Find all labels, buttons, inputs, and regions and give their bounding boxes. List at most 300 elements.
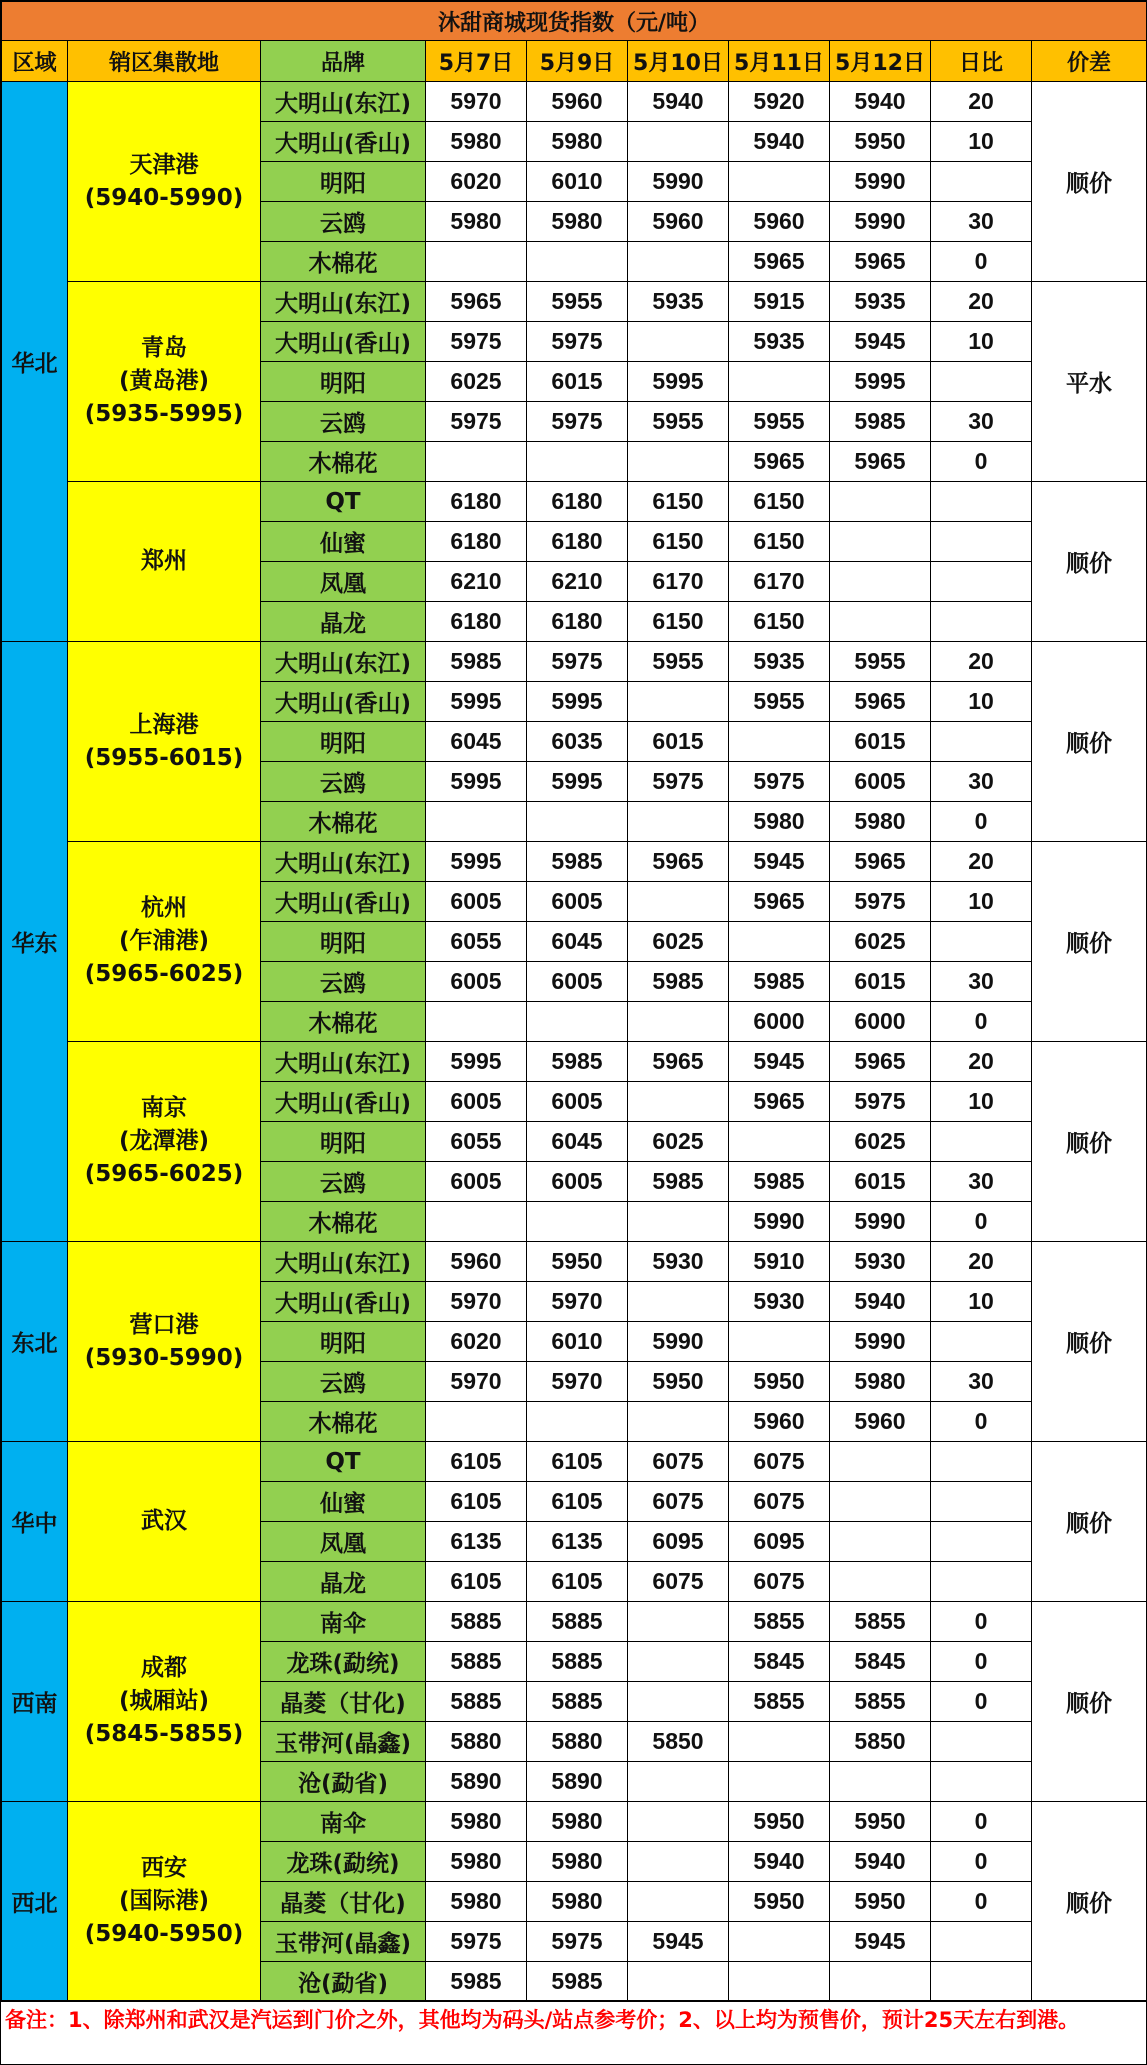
- brand-name: 大明山(东江): [261, 642, 426, 682]
- daily-change-cell: [931, 562, 1032, 602]
- daily-change-cell: 30: [931, 962, 1032, 1002]
- price-cell: 5975: [830, 1082, 931, 1122]
- brand-name: 云鸥: [261, 1362, 426, 1402]
- price-cell: 5955: [527, 282, 628, 322]
- price-cell: 6020: [426, 1322, 527, 1362]
- price-cell: 5960: [527, 82, 628, 122]
- price-cell: 5955: [729, 682, 830, 722]
- price-cell: 6095: [729, 1522, 830, 1562]
- price-cell: 5965: [830, 242, 931, 282]
- hub-name-line: (乍浦港): [118, 928, 210, 954]
- price-cell: [628, 882, 729, 922]
- daily-change-cell: 20: [931, 82, 1032, 122]
- price-cell: 5995: [628, 362, 729, 402]
- price-cell: 5965: [830, 442, 931, 482]
- price-diff-cell: 顺价: [1032, 1602, 1147, 1802]
- price-cell: 6000: [830, 1002, 931, 1042]
- price-cell: [628, 1082, 729, 1122]
- price-cell: 5990: [729, 1202, 830, 1242]
- price-cell: 6180: [426, 482, 527, 522]
- brand-name: 凤凰: [261, 562, 426, 602]
- price-cell: 5880: [426, 1722, 527, 1762]
- brand-name: QT: [261, 1442, 426, 1482]
- hub-cell: [68, 1042, 261, 1242]
- hub-name-line: (5930-5990): [84, 1344, 244, 1371]
- price-cell: [426, 442, 527, 482]
- brand-name: 凤凰: [261, 1522, 426, 1562]
- hub-name-line: (5955-6015): [84, 744, 244, 771]
- price-cell: 6210: [426, 562, 527, 602]
- price-diff-cell: 顺价: [1032, 482, 1147, 642]
- brand-name: QT: [261, 482, 426, 522]
- price-cell: 6015: [527, 362, 628, 402]
- brand-name: 明阳: [261, 922, 426, 962]
- price-cell: 5995: [527, 682, 628, 722]
- table-row: [2, 1242, 1147, 1282]
- brand-name: 大明山(香山): [261, 122, 426, 162]
- table-row: [2, 1602, 1147, 1642]
- daily-change-cell: [931, 522, 1032, 562]
- price-cell: 6035: [527, 722, 628, 762]
- price-cell: 5945: [830, 322, 931, 362]
- price-cell: 5980: [426, 1842, 527, 1882]
- price-cell: [830, 1442, 931, 1482]
- daily-change-cell: [931, 162, 1032, 202]
- price-cell: 5970: [426, 1282, 527, 1322]
- price-diff-cell: 顺价: [1032, 1442, 1147, 1602]
- price-cell: 5885: [426, 1602, 527, 1642]
- price-cell: [527, 242, 628, 282]
- price-cell: 5915: [729, 282, 830, 322]
- brand-name: 大明山(香山): [261, 1082, 426, 1122]
- price-cell: 5985: [426, 1962, 527, 2002]
- brand-name: 龙珠(勐统): [261, 1842, 426, 1882]
- price-cell: 5890: [426, 1762, 527, 1802]
- price-diff-cell: 顺价: [1032, 1242, 1147, 1442]
- hub-name-line: (5940-5950): [84, 1921, 244, 1947]
- price-cell: 6170: [628, 562, 729, 602]
- price-cell: 6025: [830, 1122, 931, 1162]
- header-date-5: 5月12日: [830, 41, 931, 82]
- price-cell: [527, 1002, 628, 1042]
- price-cell: 6005: [426, 962, 527, 1002]
- hub-name-line: 西安: [141, 1855, 187, 1881]
- table-row: [2, 482, 1147, 522]
- price-cell: 6015: [830, 1162, 931, 1202]
- price-cell: 6105: [527, 1442, 628, 1482]
- daily-change-cell: 0: [931, 1602, 1032, 1642]
- brand-name: 龙珠(勐统): [261, 1642, 426, 1682]
- price-cell: 5855: [830, 1682, 931, 1722]
- brand-name: 木棉花: [261, 442, 426, 482]
- brand-name: 大明山(香山): [261, 682, 426, 722]
- brand-name: 晶龙: [261, 602, 426, 642]
- price-cell: 6005: [830, 762, 931, 802]
- price-cell: 5980: [527, 202, 628, 242]
- price-cell: 5980: [527, 122, 628, 162]
- hub-name-line: (5965-6025): [84, 1161, 244, 1187]
- price-cell: 5935: [830, 282, 931, 322]
- price-cell: 6150: [628, 482, 729, 522]
- price-cell: 5970: [527, 1282, 628, 1322]
- price-cell: 5975: [830, 882, 931, 922]
- brand-name: 云鸥: [261, 762, 426, 802]
- price-cell: [628, 1962, 729, 2002]
- price-cell: [426, 1002, 527, 1042]
- price-cell: 5885: [527, 1602, 628, 1642]
- price-cell: 5975: [426, 1922, 527, 1962]
- price-cell: 6005: [426, 1082, 527, 1122]
- price-cell: 5980: [426, 202, 527, 242]
- price-cell: 6075: [628, 1442, 729, 1482]
- brand-name: 明阳: [261, 1122, 426, 1162]
- brand-name: 南伞: [261, 1602, 426, 1642]
- hub-cell: [68, 282, 261, 482]
- hub-name-line: (城厢站): [118, 1688, 210, 1714]
- hub-name-line: (5965-6025): [84, 961, 244, 987]
- price-cell: 5950: [729, 1362, 830, 1402]
- brand-name: 晶龙: [261, 1562, 426, 1602]
- region-label: 西南: [2, 1602, 68, 1802]
- header-hub: 销区集散地: [68, 41, 261, 82]
- price-cell: 6025: [628, 922, 729, 962]
- price-cell: 5845: [830, 1642, 931, 1682]
- price-cell: 6000: [729, 1002, 830, 1042]
- price-cell: [830, 1522, 931, 1562]
- price-cell: [628, 242, 729, 282]
- price-cell: [426, 242, 527, 282]
- header-region: 区域: [2, 41, 68, 82]
- price-cell: 6005: [426, 1162, 527, 1202]
- price-cell: 6015: [830, 722, 931, 762]
- price-cell: 5980: [830, 802, 931, 842]
- price-cell: 5965: [729, 1082, 830, 1122]
- brand-name: 明阳: [261, 1322, 426, 1362]
- price-cell: [729, 1122, 830, 1162]
- price-cell: 5940: [729, 1842, 830, 1882]
- price-cell: 5980: [729, 802, 830, 842]
- price-cell: 5940: [628, 82, 729, 122]
- hub-cell: [68, 1602, 261, 1802]
- price-diff-cell: 顺价: [1032, 642, 1147, 842]
- price-cell: 5985: [830, 402, 931, 442]
- price-cell: 5995: [426, 842, 527, 882]
- price-cell: 6150: [729, 522, 830, 562]
- price-cell: 5960: [729, 202, 830, 242]
- daily-change-cell: 0: [931, 442, 1032, 482]
- price-cell: 5980: [426, 122, 527, 162]
- region-label: 西北: [2, 1802, 68, 2002]
- price-cell: 6210: [527, 562, 628, 602]
- daily-change-cell: [931, 1442, 1032, 1482]
- price-diff-cell: 顺价: [1032, 82, 1147, 282]
- price-cell: 5850: [628, 1722, 729, 1762]
- brand-name: 晶菱（甘化): [261, 1882, 426, 1922]
- price-cell: 6180: [426, 602, 527, 642]
- price-cell: 5955: [628, 642, 729, 682]
- price-cell: 5890: [527, 1762, 628, 1802]
- price-cell: 5885: [426, 1642, 527, 1682]
- daily-change-cell: [931, 1722, 1032, 1762]
- price-cell: 5930: [830, 1242, 931, 1282]
- header-date-3: 5月10日: [628, 41, 729, 82]
- price-cell: 5990: [628, 1322, 729, 1362]
- brand-name: 明阳: [261, 362, 426, 402]
- price-cell: [830, 1762, 931, 1802]
- price-cell: [426, 1202, 527, 1242]
- table-title: 沐甜商城现货指数（元/吨）: [2, 2, 1147, 41]
- brand-name: 大明山(东江): [261, 1242, 426, 1282]
- hub-cell: [68, 842, 261, 1042]
- footnote: 备注：1、除郑州和武汉是汽运到门价之外，其他均为码头/站点参考价；2、以上均为预售价，预计25天左右到港。: [1, 2000, 1146, 2039]
- price-cell: 5950: [830, 1882, 931, 1922]
- region-label: 东北: [2, 1242, 68, 1442]
- price-cell: 5990: [830, 1322, 931, 1362]
- price-cell: 6170: [729, 562, 830, 602]
- price-cell: 5855: [830, 1602, 931, 1642]
- daily-change-cell: 10: [931, 882, 1032, 922]
- daily-change-cell: 0: [931, 1642, 1032, 1682]
- price-cell: 5880: [527, 1722, 628, 1762]
- price-cell: 5985: [729, 1162, 830, 1202]
- price-cell: 5995: [426, 1042, 527, 1082]
- hub-name-line: 郑州: [141, 548, 187, 574]
- hub-cell: [68, 482, 261, 642]
- price-cell: [830, 1482, 931, 1522]
- price-cell: [628, 682, 729, 722]
- price-cell: 5990: [830, 202, 931, 242]
- price-cell: [729, 1762, 830, 1802]
- price-cell: 5845: [729, 1642, 830, 1682]
- price-cell: 5975: [426, 322, 527, 362]
- price-cell: 5965: [426, 282, 527, 322]
- table-row: [2, 1042, 1147, 1082]
- daily-change-cell: 0: [931, 1802, 1032, 1842]
- price-cell: 6005: [527, 882, 628, 922]
- price-cell: [628, 1402, 729, 1442]
- price-cell: 5985: [628, 962, 729, 1002]
- brand-name: 沧(勐省): [261, 1962, 426, 2002]
- daily-change-cell: 30: [931, 202, 1032, 242]
- price-cell: [628, 1682, 729, 1722]
- price-cell: 6005: [527, 1162, 628, 1202]
- price-cell: 6020: [426, 162, 527, 202]
- brand-name: 玉带河(晶鑫): [261, 1922, 426, 1962]
- hub-name-line: 武汉: [141, 1508, 187, 1534]
- price-cell: 5950: [628, 1362, 729, 1402]
- price-cell: 5985: [628, 1162, 729, 1202]
- price-cell: 5920: [729, 82, 830, 122]
- price-cell: 5980: [830, 1362, 931, 1402]
- price-cell: 5885: [527, 1682, 628, 1722]
- daily-change-cell: [931, 922, 1032, 962]
- table-row: [2, 282, 1147, 322]
- price-cell: 5975: [628, 762, 729, 802]
- price-cell: [729, 1322, 830, 1362]
- brand-name: 木棉花: [261, 1202, 426, 1242]
- price-cell: 5955: [729, 402, 830, 442]
- price-cell: 5995: [426, 762, 527, 802]
- price-diff-cell: 顺价: [1032, 842, 1147, 1042]
- hub-name-line: (5935-5995): [84, 401, 244, 427]
- daily-change-cell: 0: [931, 802, 1032, 842]
- daily-change-cell: 10: [931, 1282, 1032, 1322]
- price-cell: 5945: [830, 1922, 931, 1962]
- header-date-1: 5月7日: [426, 41, 527, 82]
- price-cell: 5960: [729, 1402, 830, 1442]
- price-cell: 5945: [628, 1922, 729, 1962]
- price-cell: [426, 1402, 527, 1442]
- daily-change-cell: 0: [931, 1882, 1032, 1922]
- price-cell: [628, 1762, 729, 1802]
- price-cell: 6135: [426, 1522, 527, 1562]
- daily-change-cell: [931, 1962, 1032, 2002]
- daily-change-cell: [931, 1762, 1032, 1802]
- daily-change-cell: [931, 362, 1032, 402]
- brand-name: 明阳: [261, 162, 426, 202]
- price-cell: [527, 1202, 628, 1242]
- price-cell: [527, 802, 628, 842]
- price-cell: [729, 1922, 830, 1962]
- hub-cell: [68, 1242, 261, 1442]
- daily-change-cell: 10: [931, 1082, 1032, 1122]
- price-cell: 5965: [830, 1042, 931, 1082]
- price-cell: 5970: [426, 1362, 527, 1402]
- header-row: [2, 41, 1147, 82]
- price-cell: 6095: [628, 1522, 729, 1562]
- price-cell: 6015: [830, 962, 931, 1002]
- price-cell: 6105: [426, 1562, 527, 1602]
- daily-change-cell: 10: [931, 682, 1032, 722]
- hub-name-line: (5845-5855): [84, 1721, 244, 1747]
- price-cell: 5975: [527, 402, 628, 442]
- price-cell: 6015: [628, 722, 729, 762]
- hub-cell: [68, 1802, 261, 2002]
- price-cell: [729, 1962, 830, 2002]
- price-cell: 5990: [830, 162, 931, 202]
- region-label: 华北: [2, 82, 68, 642]
- price-cell: 5995: [426, 682, 527, 722]
- price-cell: 5950: [729, 1882, 830, 1922]
- daily-change-cell: 0: [931, 1002, 1032, 1042]
- price-cell: [628, 1882, 729, 1922]
- brand-name: 大明山(东江): [261, 1042, 426, 1082]
- price-cell: 5950: [729, 1802, 830, 1842]
- price-cell: 5980: [527, 1802, 628, 1842]
- hub-name-line: 天津港: [129, 151, 199, 178]
- daily-change-cell: 0: [931, 1682, 1032, 1722]
- daily-change-cell: [931, 1522, 1032, 1562]
- price-index-table: [1, 1, 1147, 2002]
- price-cell: 6055: [426, 922, 527, 962]
- daily-change-cell: [931, 1322, 1032, 1362]
- price-cell: 5975: [527, 322, 628, 362]
- hub-name-line: (国际港): [118, 1888, 210, 1914]
- price-cell: 6045: [527, 922, 628, 962]
- price-cell: 6075: [729, 1562, 830, 1602]
- price-cell: 6075: [628, 1562, 729, 1602]
- price-diff-cell: 平水: [1032, 282, 1147, 482]
- hub-cell: [68, 642, 261, 842]
- price-cell: 6075: [628, 1482, 729, 1522]
- daily-change-cell: 20: [931, 642, 1032, 682]
- price-cell: 5980: [527, 1882, 628, 1922]
- price-cell: 5985: [426, 642, 527, 682]
- price-cell: 5940: [830, 1842, 931, 1882]
- brand-name: 大明山(香山): [261, 1282, 426, 1322]
- price-cell: 5965: [729, 882, 830, 922]
- price-cell: 5965: [729, 242, 830, 282]
- price-cell: [628, 442, 729, 482]
- daily-change-cell: 10: [931, 122, 1032, 162]
- price-cell: 5970: [426, 82, 527, 122]
- price-cell: 6025: [830, 922, 931, 962]
- daily-change-cell: [931, 1922, 1032, 1962]
- price-cell: 5935: [729, 642, 830, 682]
- header-date-2: 5月9日: [527, 41, 628, 82]
- daily-change-cell: 30: [931, 762, 1032, 802]
- hub-name-line: 南京: [141, 1095, 187, 1121]
- price-cell: [628, 1802, 729, 1842]
- price-cell: 6025: [628, 1122, 729, 1162]
- price-cell: 6150: [628, 522, 729, 562]
- price-cell: 5930: [628, 1242, 729, 1282]
- price-cell: 5980: [426, 1882, 527, 1922]
- price-cell: 6025: [426, 362, 527, 402]
- brand-name: 仙蜜: [261, 1482, 426, 1522]
- price-cell: 5975: [527, 642, 628, 682]
- price-cell: 5950: [527, 1242, 628, 1282]
- hub-name-line: (龙潭港): [118, 1128, 210, 1154]
- price-cell: 5940: [830, 1282, 931, 1322]
- price-cell: [628, 122, 729, 162]
- brand-name: 云鸥: [261, 962, 426, 1002]
- brand-name: 明阳: [261, 722, 426, 762]
- daily-change-cell: 20: [931, 282, 1032, 322]
- price-cell: 5975: [426, 402, 527, 442]
- price-cell: 6105: [426, 1442, 527, 1482]
- price-cell: 5985: [527, 1962, 628, 2002]
- brand-name: 木棉花: [261, 802, 426, 842]
- daily-change-cell: 30: [931, 1362, 1032, 1402]
- price-cell: 6150: [628, 602, 729, 642]
- price-cell: [830, 562, 931, 602]
- daily-change-cell: [931, 1122, 1032, 1162]
- price-cell: 6135: [527, 1522, 628, 1562]
- price-cell: [729, 722, 830, 762]
- price-cell: 6010: [527, 1322, 628, 1362]
- daily-change-cell: [931, 482, 1032, 522]
- daily-change-cell: 20: [931, 842, 1032, 882]
- price-cell: 5940: [729, 122, 830, 162]
- price-cell: 5975: [527, 1922, 628, 1962]
- price-cell: 5980: [527, 1842, 628, 1882]
- price-diff-cell: 顺价: [1032, 1802, 1147, 2002]
- price-cell: 6005: [426, 882, 527, 922]
- price-cell: [426, 802, 527, 842]
- price-cell: 6180: [527, 482, 628, 522]
- price-cell: [628, 1002, 729, 1042]
- table-row: [2, 1442, 1147, 1482]
- price-cell: 6055: [426, 1122, 527, 1162]
- daily-change-cell: 0: [931, 242, 1032, 282]
- price-cell: [729, 162, 830, 202]
- price-cell: [830, 602, 931, 642]
- price-cell: 5910: [729, 1242, 830, 1282]
- daily-change-cell: 10: [931, 322, 1032, 362]
- brand-name: 南伞: [261, 1802, 426, 1842]
- brand-name: 云鸥: [261, 1162, 426, 1202]
